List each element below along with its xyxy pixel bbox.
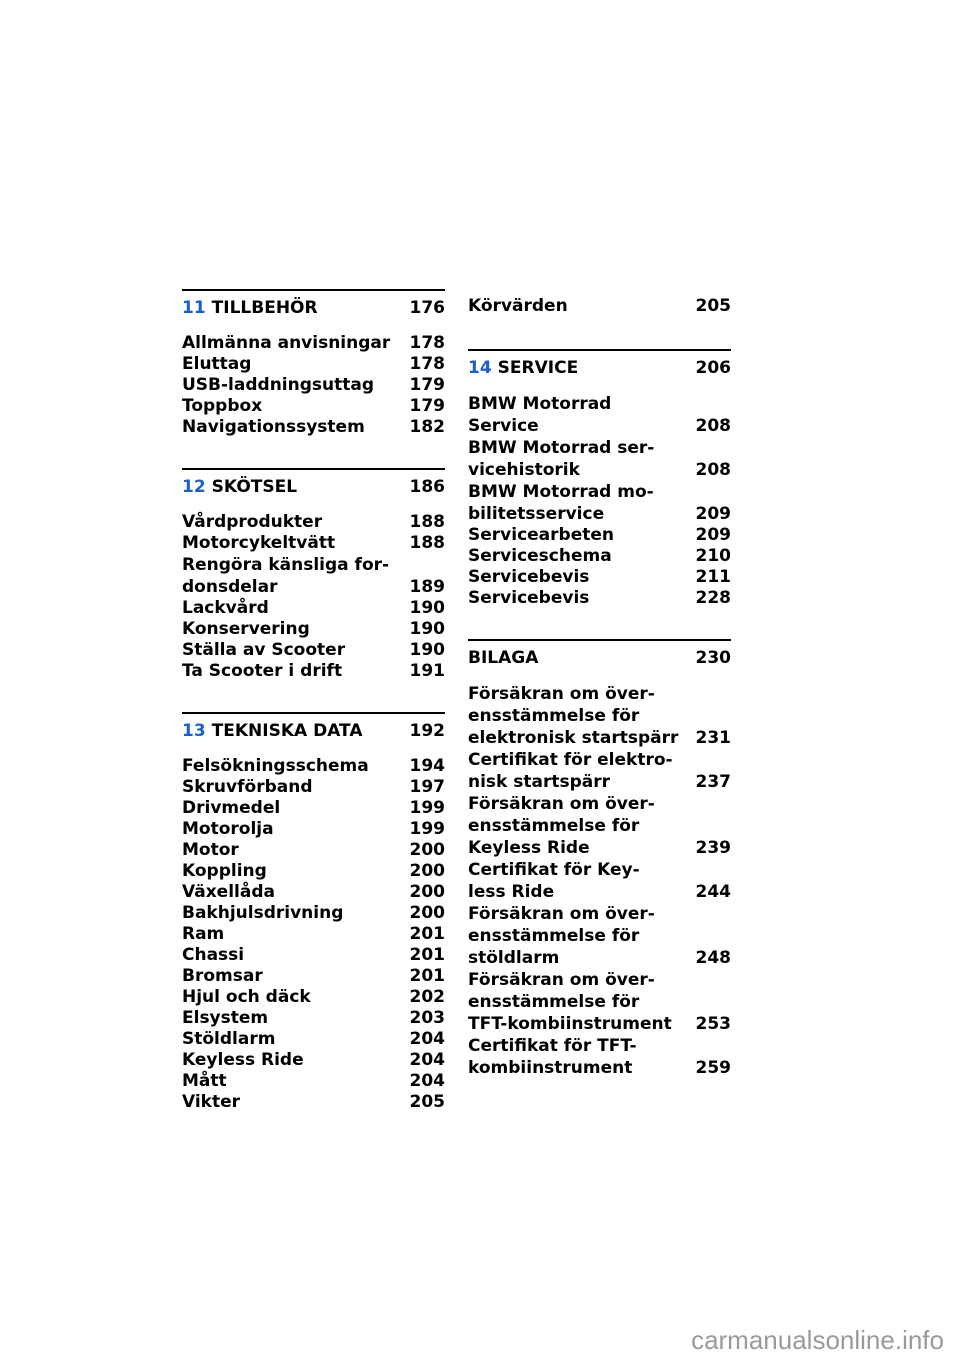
toc-entry-page: 200: [409, 882, 445, 902]
section-number: 14: [468, 358, 492, 378]
toc-entry-label: Försäkran om över- ensstämmelse för TFT-kombiinstrument: [468, 970, 672, 1034]
section-page-number: 230: [695, 648, 731, 668]
toc-entry-page: 204: [409, 1071, 445, 1091]
toc-entry-label: Keyless Ride: [182, 1050, 304, 1070]
toc-entry-label: Ställa av Scooter: [182, 640, 346, 660]
toc-entry[interactable]: [468, 859, 731, 903]
toc-entry[interactable]: [182, 619, 445, 640]
toc-entry-page: 179: [409, 375, 445, 395]
toc-entry-label: Vikter: [182, 1092, 241, 1112]
toc-entry-label: Rengöra känsliga for- donsdelar: [182, 555, 390, 597]
toc-entry-label: Mått: [182, 1071, 227, 1091]
toc-entry[interactable]: [182, 924, 445, 945]
toc-left-column: [182, 289, 445, 1143]
section-page-number: 206: [695, 358, 731, 378]
section-heading[interactable]: [182, 474, 445, 500]
section-number: 11: [182, 298, 206, 318]
toc-entry-page: 237: [695, 772, 731, 792]
section-heading[interactable]: [468, 645, 731, 671]
toc-entry-page: 201: [409, 924, 445, 944]
toc-entry-label: Servicebevis: [468, 588, 590, 608]
toc-entry-label: Hjul och däck: [182, 987, 311, 1007]
toc-entry-label: Skruvförband: [182, 777, 313, 797]
watermark: carmanualsonline.info: [691, 1325, 944, 1355]
toc-entry-label: Konservering: [182, 619, 310, 639]
toc-section: [182, 289, 445, 438]
toc-entry[interactable]: [182, 1029, 445, 1050]
section-heading[interactable]: [468, 355, 731, 381]
toc-entry-page: 202: [409, 987, 445, 1007]
toc-entry-page: 188: [409, 512, 445, 532]
toc-entry-page: 203: [409, 1008, 445, 1028]
section-page-number: 205: [695, 296, 731, 316]
section-heading-label: [182, 718, 362, 744]
toc-entry-label: BMW Motorrad ser- vicehistorik: [468, 438, 655, 480]
toc-entry-page: 190: [409, 619, 445, 639]
toc-entry-page: 208: [695, 460, 731, 480]
toc-entry-label: Försäkran om över- ensstämmelse för Keyless Ride: [468, 794, 655, 858]
toc-entry-label: Elsystem: [182, 1008, 269, 1028]
toc-section: [468, 289, 731, 319]
section-heading-label: [468, 293, 568, 319]
toc-entry-label: Stöldlarm: [182, 1029, 276, 1049]
section-heading-label: [182, 474, 297, 500]
toc-entry[interactable]: [182, 396, 445, 417]
toc-entry-label: Motorcykeltvätt: [182, 533, 336, 553]
toc-entry-page: 208: [695, 416, 731, 436]
toc-entry[interactable]: [468, 437, 731, 481]
section-page-number: 186: [409, 477, 445, 497]
toc-entry[interactable]: [182, 777, 445, 798]
toc-entry-page: 197: [409, 777, 445, 797]
toc-entry[interactable]: [468, 525, 731, 546]
toc-entry[interactable]: [182, 1008, 445, 1029]
toc-entry-page: 182: [409, 417, 445, 437]
toc-entry[interactable]: [182, 640, 445, 661]
toc-entry[interactable]: [182, 882, 445, 903]
toc-entry[interactable]: [182, 661, 445, 682]
toc-entry-page: 200: [409, 840, 445, 860]
toc-entry-label: Växellåda: [182, 882, 275, 902]
toc-entry-page: 191: [409, 661, 445, 681]
toc-entry-page: 200: [409, 903, 445, 923]
toc-entry-label: BMW Motorrad Service: [468, 394, 612, 436]
toc-entry[interactable]: [182, 354, 445, 375]
toc-entry-label: Försäkran om över- ensstämmelse för stöldlarm: [468, 904, 655, 968]
toc-entry-label: Servicearbeten: [468, 525, 614, 545]
section-page-number: 192: [409, 721, 445, 741]
toc-entry-page: 199: [409, 798, 445, 818]
section-title: SKÖTSEL: [211, 477, 298, 497]
section-title: TILLBEHÖR: [211, 298, 318, 318]
toc-entry-label: Navigationssystem: [182, 417, 365, 437]
toc-entry-page: 201: [409, 966, 445, 986]
toc-entry-label: Certifikat för elektro- nisk startspärr: [468, 750, 673, 792]
toc-entry[interactable]: [468, 567, 731, 588]
toc-entry-label: Allmänna anvisningar: [182, 333, 391, 353]
toc-entry[interactable]: [182, 533, 445, 554]
toc-entry-page: 179: [409, 396, 445, 416]
toc-entry[interactable]: [468, 588, 731, 609]
toc-entry[interactable]: [182, 798, 445, 819]
toc-entry-page: 204: [409, 1029, 445, 1049]
toc-entry[interactable]: [182, 554, 445, 598]
toc-entry-page: 178: [409, 333, 445, 353]
toc-entry-page: 188: [409, 533, 445, 553]
section-title: Körvärden: [468, 296, 568, 316]
toc-entry[interactable]: [468, 969, 731, 1035]
toc-entry-page: 178: [409, 354, 445, 374]
toc-entry-label: Försäkran om över- ensstämmelse för elektronisk startspärr: [468, 684, 679, 748]
toc-entry-label: Certifikat för Key- less Ride: [468, 860, 640, 902]
toc-entry-page: 204: [409, 1050, 445, 1070]
toc-entry-label: Motor: [182, 840, 239, 860]
section-heading-label: [468, 645, 538, 671]
toc-entry-label: Eluttag: [182, 354, 252, 374]
toc-entry[interactable]: [468, 481, 731, 525]
toc-entry-label: Ta Scooter i drift: [182, 661, 343, 681]
toc-entry[interactable]: [182, 840, 445, 861]
section-page-number: 176: [409, 298, 445, 318]
toc-entry-page: 189: [409, 577, 445, 597]
toc-entry-page: 205: [409, 1092, 445, 1112]
toc-entry-page: 211: [695, 567, 731, 587]
toc-entry-label: Chassi: [182, 945, 245, 965]
toc-section: [468, 639, 731, 1079]
section-heading[interactable]: [468, 293, 731, 319]
toc-entry-page: 209: [695, 525, 731, 545]
toc-entry-label: Certifikat för TFT- kombiinstrument: [468, 1036, 637, 1078]
toc-entry-page: 190: [409, 598, 445, 618]
toc-entry[interactable]: [182, 1071, 445, 1092]
toc-entry[interactable]: [182, 945, 445, 966]
toc-entry-label: Ram: [182, 924, 225, 944]
toc-entry[interactable]: [182, 861, 445, 882]
section-title: SERVICE: [497, 358, 579, 378]
toc-section: [468, 349, 731, 609]
toc-entry-page: 244: [695, 882, 731, 902]
toc-entry-label: Toppbox: [182, 396, 263, 416]
toc-entry-page: 253: [695, 1014, 731, 1034]
toc-section: [182, 712, 445, 1113]
toc-entry-page: 210: [695, 546, 731, 566]
section-heading-label: [468, 355, 578, 381]
section-title: BILAGA: [468, 648, 539, 668]
toc-entry-page: 228: [695, 588, 731, 608]
toc-entry-label: Koppling: [182, 861, 267, 881]
toc-entry-page: 209: [695, 504, 731, 524]
toc-entry[interactable]: [182, 512, 445, 533]
toc-entry-page: 201: [409, 945, 445, 965]
toc-entry[interactable]: [468, 903, 731, 969]
toc-entry[interactable]: [468, 683, 731, 749]
toc-entry[interactable]: [468, 1035, 731, 1079]
toc-entry[interactable]: [182, 333, 445, 354]
toc-entry[interactable]: [468, 393, 731, 437]
toc-entry[interactable]: [182, 966, 445, 987]
toc-entry[interactable]: [182, 756, 445, 777]
toc-entry-page: 239: [695, 838, 731, 858]
toc-entry[interactable]: [468, 793, 731, 859]
toc-entry-label: Servicebevis: [468, 567, 590, 587]
section-number: 12: [182, 477, 206, 497]
toc-entry-label: Bakhjulsdrivning: [182, 903, 344, 923]
section-heading[interactable]: [182, 295, 445, 321]
toc-entry-page: 190: [409, 640, 445, 660]
section-heading-label: [182, 295, 318, 321]
toc-entry-page: 231: [695, 728, 731, 748]
section-title: TEKNISKA DATA: [211, 721, 363, 741]
toc-section: [182, 468, 445, 682]
toc-entry-page: 194: [409, 756, 445, 776]
toc-entry[interactable]: [182, 598, 445, 619]
toc-entry-label: BMW Motorrad mo- bilitetsservice: [468, 482, 654, 524]
toc-entry[interactable]: [468, 546, 731, 567]
toc-entry-page: 259: [695, 1058, 731, 1078]
toc-entry-label: Felsökningsschema: [182, 756, 369, 776]
toc-entry[interactable]: [182, 1092, 445, 1113]
toc-entry-page: 248: [695, 948, 731, 968]
toc-entry-label: USB-laddningsuttag: [182, 375, 375, 395]
toc-right-column: [468, 289, 731, 1109]
toc-entry-page: 200: [409, 861, 445, 881]
toc-entry[interactable]: [182, 1050, 445, 1071]
toc-entry-label: Lackvård: [182, 598, 269, 618]
toc-entry[interactable]: [182, 375, 445, 396]
toc-entry[interactable]: [468, 749, 731, 793]
toc-entry-label: Motorolja: [182, 819, 274, 839]
section-number: 13: [182, 721, 206, 741]
toc-entry-page: 199: [409, 819, 445, 839]
toc-entry[interactable]: [182, 903, 445, 924]
section-heading[interactable]: [182, 718, 445, 744]
toc-entry-label: Bromsar: [182, 966, 263, 986]
toc-entry-label: Drivmedel: [182, 798, 281, 818]
toc-entry-label: Vårdprodukter: [182, 512, 323, 532]
toc-entry[interactable]: [182, 819, 445, 840]
toc-entry[interactable]: [182, 417, 445, 438]
toc-entry[interactable]: [182, 987, 445, 1008]
toc-entry-label: Serviceschema: [468, 546, 612, 566]
